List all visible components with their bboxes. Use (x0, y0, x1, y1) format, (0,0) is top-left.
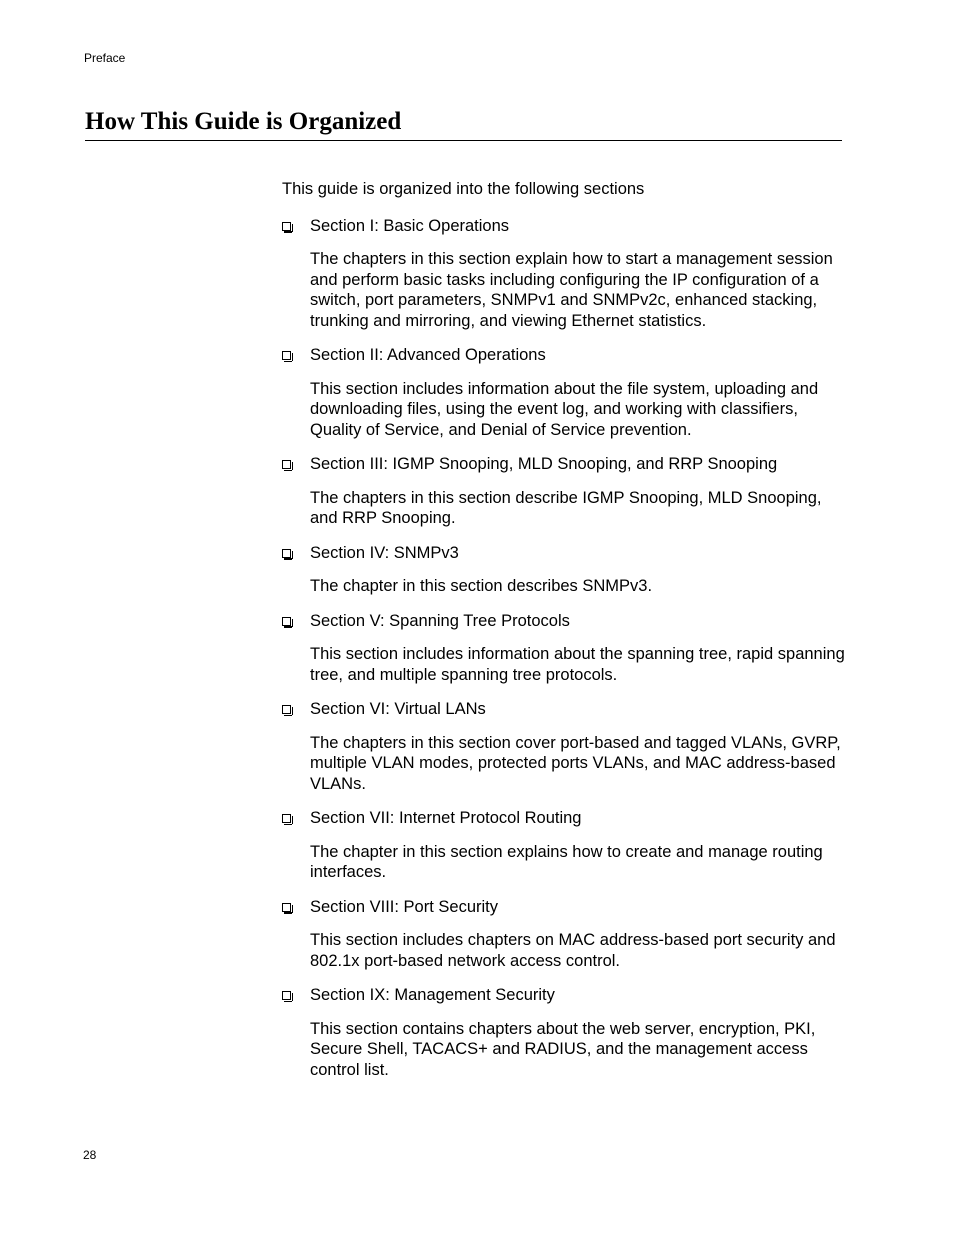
section-description: This section includes chapters on MAC address-based port security and 802.1x port-based network access control. (310, 931, 836, 970)
section-title: Section VI: Virtual LANs (310, 700, 486, 718)
section-heading (282, 543, 847, 564)
section-title: Section I: Basic Operations (310, 216, 510, 235)
section-item (282, 454, 847, 529)
section-heading (282, 985, 847, 1006)
section-description: The chapter in this section explains how to create and manage routing interfaces. (310, 842, 823, 881)
checkbox-bullet-icon (282, 903, 291, 912)
section-description: This section includes information about the file system, uploading and downloading files, using the event log, and working with classifiers, Quality of Service, and Denial of Service prevention. (310, 379, 819, 439)
section-title: Section VII: Internet Protocol Routing (310, 809, 582, 827)
section-heading (282, 345, 847, 366)
intro-paragraph: This guide is organized into the following sections (282, 180, 645, 198)
section-heading (282, 216, 847, 237)
section-title: Section IV: SNMPv3 (310, 543, 459, 562)
section-description: This section contains chapters about the web server, encryption, PKI, Secure Shell, TACACS+ and RADIUS, and the management access control list. (310, 1019, 816, 1079)
checkbox-bullet-icon (282, 705, 291, 714)
section-title: Section V: Spanning Tree Protocols (310, 611, 570, 630)
title-rule (85, 140, 842, 141)
section-heading (282, 611, 847, 632)
section-item (282, 985, 847, 1080)
running-header: Preface (84, 51, 126, 65)
section-heading (282, 699, 847, 720)
section-item (282, 897, 847, 972)
checkbox-bullet-icon (282, 351, 291, 360)
page-number: 28 (83, 1148, 97, 1162)
section-description: The chapter in this section describes SNMPv3. (310, 577, 653, 595)
section-title: Section II: Advanced Operations (310, 346, 546, 364)
checkbox-bullet-icon (282, 814, 291, 823)
checkbox-bullet-icon (282, 991, 291, 1000)
section-description: The chapters in this section cover port-based and tagged VLANs, GVRP, multiple VLAN modes, protected ports VLANs, and MAC address-based VLANs. (310, 733, 841, 793)
checkbox-bullet-icon (282, 617, 291, 626)
section-title: Section IX: Management Security (310, 986, 555, 1004)
section-description: This section includes information about the spanning tree, rapid spanning tree, and multiple spanning tree protocols. (310, 645, 845, 684)
section-heading (282, 454, 847, 475)
checkbox-bullet-icon (282, 460, 291, 469)
section-heading (282, 897, 847, 918)
page-title: How This Guide is Organized (85, 108, 402, 135)
checkbox-bullet-icon (282, 549, 291, 558)
section-heading (282, 808, 847, 829)
section-title: Section VIII: Port Security (310, 897, 498, 916)
checkbox-bullet-icon (282, 222, 291, 231)
section-description: The chapters in this section describe IGMP Snooping, MLD Snooping, and RRP Snooping. (310, 488, 822, 527)
main-content (282, 179, 847, 1094)
section-item (282, 699, 847, 794)
section-item (282, 345, 847, 440)
section-item (282, 808, 847, 883)
section-item (282, 216, 847, 332)
section-item (282, 611, 847, 686)
section-title: Section III: IGMP Snooping, MLD Snooping, and RRP Snooping (310, 455, 778, 473)
section-item (282, 543, 847, 597)
section-description: The chapters in this section explain how to start a management session and perform basic tasks including configuring the IP configuration of a switch, port parameters, SNMPv1 and SNMPv2c, enhanced stacking, trunking and mirroring, and viewing Ethernet statistics. (310, 250, 833, 330)
